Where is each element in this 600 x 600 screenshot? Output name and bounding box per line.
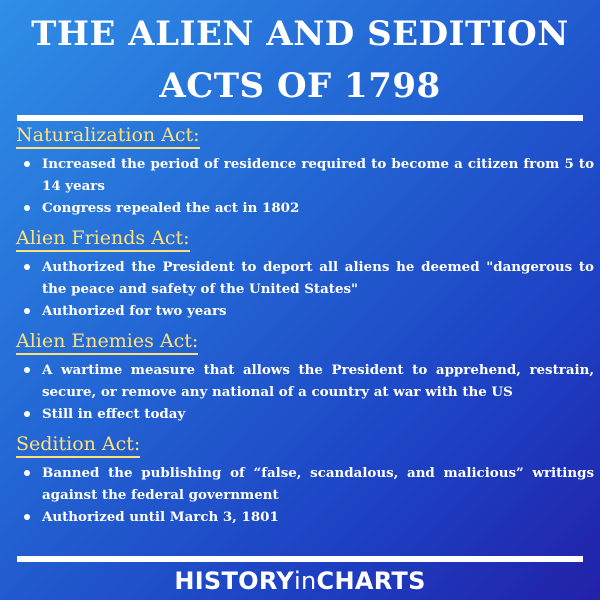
title-line-1: THE ALIEN AND SEDITION bbox=[31, 14, 569, 54]
bullet-item bbox=[16, 153, 594, 197]
top-divider bbox=[17, 115, 583, 121]
section-sedition-act bbox=[16, 432, 594, 528]
section-heading: Naturalization Act: bbox=[16, 123, 200, 149]
bullet-dot-icon bbox=[24, 264, 30, 270]
brand-footer bbox=[0, 566, 600, 596]
bullet-dot-icon bbox=[24, 367, 30, 373]
bullet-dot-icon bbox=[24, 161, 30, 167]
section-heading: Sedition Act: bbox=[16, 432, 140, 458]
section-alien-friends-act bbox=[16, 226, 594, 322]
brand-part-charts: CHARTS bbox=[316, 567, 426, 595]
bullet-dot-icon bbox=[24, 470, 30, 476]
brand-part-in: in bbox=[294, 567, 317, 595]
section-alien-enemies-act bbox=[16, 329, 594, 425]
sections-container bbox=[16, 123, 594, 535]
bullet-text: Congress repealed the act in 1802 bbox=[42, 200, 300, 216]
bullet-text: Increased the period of residence required to become a citizen from 5 to 14 years bbox=[42, 156, 594, 194]
bullet-list bbox=[16, 256, 594, 322]
section-heading: Alien Friends Act: bbox=[16, 226, 190, 252]
page-title bbox=[0, 0, 600, 112]
title-line-2: ACTS OF 1798 bbox=[159, 66, 441, 106]
bullet-item bbox=[16, 506, 594, 528]
bullet-dot-icon bbox=[24, 308, 30, 314]
bottom-divider bbox=[17, 556, 583, 562]
bullet-text: Authorized until March 3, 1801 bbox=[42, 509, 279, 525]
bullet-item bbox=[16, 300, 594, 322]
section-heading: Alien Enemies Act: bbox=[16, 329, 198, 355]
bullet-dot-icon bbox=[24, 411, 30, 417]
bullet-text: Still in effect today bbox=[42, 406, 186, 422]
bullet-text: A wartime measure that allows the President to apprehend, restrain, secure, or remove any national of a country at war with the US bbox=[42, 362, 594, 400]
bullet-list bbox=[16, 359, 594, 425]
bullet-item bbox=[16, 197, 594, 219]
bullet-item bbox=[16, 359, 594, 403]
bullet-item bbox=[16, 403, 594, 425]
bullet-item bbox=[16, 462, 594, 506]
bullet-list bbox=[16, 153, 594, 219]
bullet-item bbox=[16, 256, 594, 300]
bullet-dot-icon bbox=[24, 514, 30, 520]
section-naturalization-act bbox=[16, 123, 594, 219]
bullet-text: Banned the publishing of “false, scandalous, and malicious” writings against the federal government bbox=[42, 465, 594, 503]
bullet-text: Authorized for two years bbox=[42, 303, 227, 319]
bullet-text: Authorized the President to deport all aliens he deemed "dangerous to the peace and safety of the United States" bbox=[42, 259, 594, 297]
bullet-dot-icon bbox=[24, 205, 30, 211]
brand-part-history: HISTORY bbox=[174, 567, 295, 595]
bullet-list bbox=[16, 462, 594, 528]
